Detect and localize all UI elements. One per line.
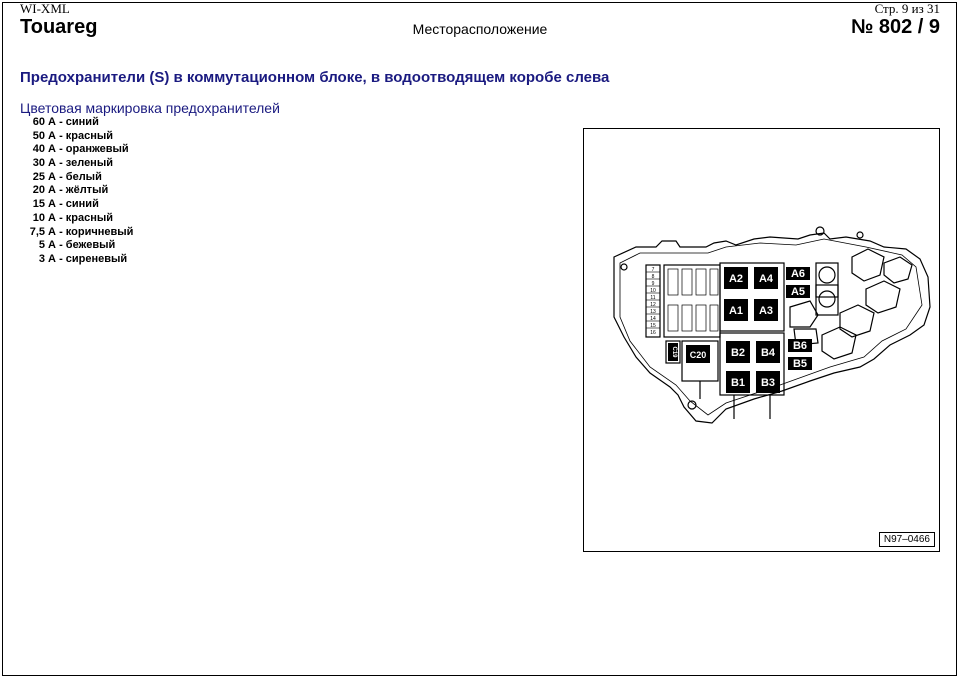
fuse-slot-number: 8	[651, 274, 655, 280]
fuse-color-list	[20, 116, 133, 267]
list-item	[20, 253, 133, 267]
fuse-label-a1: A1	[728, 305, 744, 317]
figure-reference: N97–0466	[879, 532, 935, 547]
fuse-slot-number: 13	[650, 309, 656, 315]
fuse-label-b6: B6	[792, 340, 808, 352]
list-item	[20, 130, 133, 144]
document-title: Месторасположение	[412, 21, 548, 37]
list-item	[20, 212, 133, 226]
fuse-amperage: 10 А	[32, 211, 56, 224]
fuse-color: - жёлтый	[59, 184, 109, 197]
list-item	[20, 239, 133, 253]
fuse-slot-number: 14	[650, 316, 656, 322]
fuse-slot-number: 16	[650, 330, 656, 336]
list-item	[20, 116, 133, 130]
fuse-amperage: 40 А	[32, 143, 56, 156]
list-item	[20, 143, 133, 157]
model-name: Touareg	[20, 16, 98, 38]
fuse-slot-number: 12	[650, 302, 656, 308]
fuse-color: - синий	[59, 198, 99, 211]
list-item	[20, 226, 133, 240]
list-item	[20, 184, 133, 198]
fuse-label-a6: A6	[790, 268, 806, 280]
fuse-amperage: 15 А	[32, 198, 56, 211]
fuse-amperage: 25 А	[32, 170, 56, 183]
fuse-box-drawing	[584, 129, 939, 551]
fuse-amperage: 5 А	[38, 239, 56, 252]
fuse-amperage: 60 А	[32, 116, 56, 128]
fuse-color: - красный	[59, 129, 114, 142]
fuse-slot-number: 7	[651, 267, 655, 273]
system-label: WI-XML	[20, 1, 70, 16]
fuse-label-a4: A4	[758, 273, 774, 285]
section-title: Предохранители (S) в коммутационном блоке, в водоотводящем коробе слева	[20, 69, 610, 86]
fuse-label-b2: B2	[730, 347, 746, 359]
subsection-title: Цветовая маркировка предохранителей	[20, 100, 280, 116]
fuse-label-b1: B1	[730, 377, 746, 389]
fuse-slot-number: 11	[650, 295, 656, 301]
fuse-box-diagram	[583, 128, 940, 552]
fuse-amperage: 7,5 А	[29, 225, 56, 238]
fuse-amperage: 20 А	[32, 184, 56, 197]
list-item	[20, 157, 133, 171]
fuse-label-b4: B4	[760, 347, 776, 359]
fuse-color: - оранжевый	[59, 143, 129, 156]
fuse-label-b3: B3	[760, 377, 776, 389]
fuse-slot-number: 15	[650, 323, 656, 329]
fuse-label-a2: A2	[728, 273, 744, 285]
fuse-color: - зеленый	[59, 157, 113, 170]
document-number: № 802 / 9	[850, 16, 940, 38]
fuse-color: - красный	[59, 211, 114, 224]
page-indicator: Стр. 9 из 31	[874, 1, 940, 16]
fuse-color: - синий	[59, 116, 99, 128]
fuse-label-a3: A3	[758, 305, 774, 317]
fuse-color: - коричневый	[59, 225, 134, 238]
fuse-amperage: 50 А	[32, 129, 56, 142]
list-item	[20, 171, 133, 185]
list-item	[20, 198, 133, 212]
fuse-slot-number: 9	[651, 281, 655, 287]
fuse-color: - белый	[59, 170, 102, 183]
fuse-label-c19: C19	[671, 346, 677, 358]
fuse-color: - сиреневый	[59, 252, 128, 265]
fuse-label-c20: C20	[689, 350, 707, 360]
fuse-slot-number: 10	[650, 288, 656, 294]
fuse-label-b5: B5	[792, 358, 808, 370]
fuse-amperage: 30 А	[32, 157, 56, 170]
fuse-label-a5: A5	[790, 286, 806, 298]
fuse-color: - бежевый	[59, 239, 116, 252]
fuse-amperage: 3 А	[38, 252, 56, 265]
